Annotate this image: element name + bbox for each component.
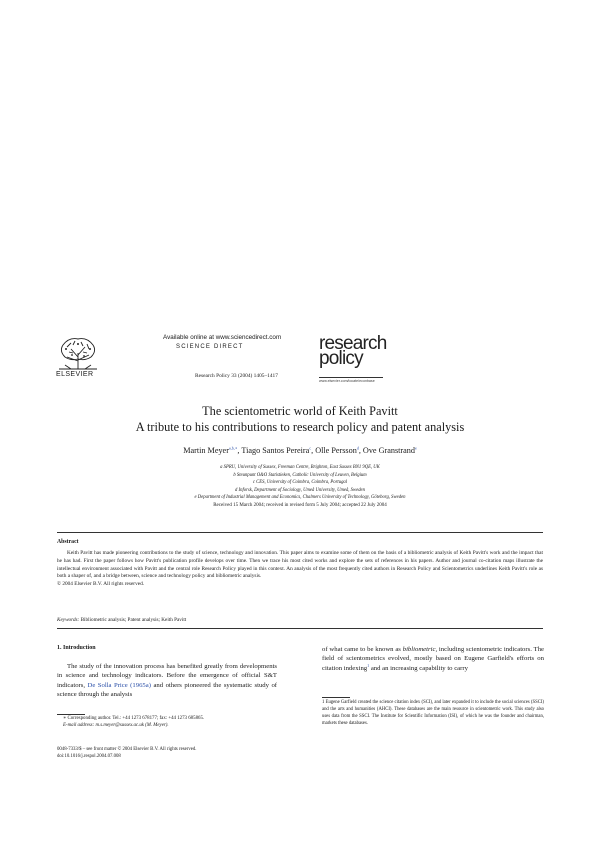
copyright: © 2004 Elsevier B.V. All rights reserved. <box>57 581 145 588</box>
citation-link[interactable]: De Solla Price (1965a) <box>87 681 151 689</box>
author-affil-marker[interactable]: a,b,∗ <box>228 445 238 451</box>
keywords <box>57 617 186 623</box>
paper-title-line2: A tribute to his contributions to research policy and patent analysis <box>135 420 465 434</box>
email-label: E-mail address: <box>63 722 95 728</box>
email-address[interactable]: m.s.meyer@sussex.ac.uk (M. Meyer). <box>95 722 169 728</box>
received-dates: Received 15 March 2004; received in revised form 5 July 2004; accepted 22 July 2004 <box>213 503 387 508</box>
intro-text: of what came to be known as <box>322 646 401 653</box>
abstract-body: Keith Pavitt has made pioneering contributions to the study of science, technology and innovation. This paper aims to examine some of them on the basis of a bibliometric analysis of Keith Pavitt's work and the impact that he has had. First the paper follows how Pavitt's publication profile develops over time. Then we trace his most cited works and explore the sets of references in his papers. Author and journal co-citation maps illustrate the intellectual environment associated with Pavitt and the central role Research Policy played in this context. An analysis of the most frequently cited authors in Research Policy and Scientometrics underlines Keith Pavitt's role as both a shaper of, and a bridge between, science and technology policy and bibliometric analysis. <box>57 550 543 580</box>
front-matter-text: 0048-7333/$ – see front matter © 2004 Elsevier B.V. All rights reserved. <box>57 747 197 752</box>
affiliation: a SPRU, University of Sussex, Freeman Centre, Brighton, East Sussex BN1 9QE, UK <box>220 465 380 470</box>
journal-title-line2: policy <box>319 348 363 369</box>
sciencedirect-wordmark: SCIENCE DIRECT <box>176 344 244 350</box>
author-name: Tiago Santos Pereira <box>241 446 310 455</box>
journal-reference: Research Policy 33 (2004) 1405–1417 <box>195 373 278 379</box>
footnote-marker[interactable]: 1 <box>367 662 370 668</box>
corresponding-author: ∗ Corresponding author. Tel.: +44 1273 678177; fax: +44 1273 685865. <box>63 716 205 721</box>
divider <box>57 628 543 629</box>
footnote-rule <box>322 697 350 698</box>
journal-url: www.elsevier.com/locate/econbase <box>319 379 375 383</box>
author-affil-marker[interactable]: d <box>356 445 359 451</box>
available-online: Available online at www.sciencedirect.com <box>163 334 282 341</box>
paper-title-line1: The scientometric world of Keith Pavitt <box>202 404 398 418</box>
journal-logo-rule <box>319 377 383 378</box>
publisher-name: ELSEVIER <box>56 371 94 378</box>
front-matter <box>57 746 196 760</box>
intro-column-right <box>322 645 544 673</box>
doi[interactable]: doi:10.1016/j.respol.2004.07.008 <box>57 754 121 759</box>
affiliation: c CES, University of Coimbra, Coimbra, Portugal <box>252 480 348 486</box>
intro-text: and an increasing capability to carry <box>370 664 468 672</box>
journal-title-line1: research <box>319 333 387 354</box>
author-list: Martin Meyer$^{a,b,∗}$, Tiago Santos Pereira$^c$, Olle Persson$^d$, Ove Granstrand$^e$ <box>183 445 417 455</box>
author-name: Martin Meyer <box>183 446 229 455</box>
keywords-value: Bibliometric analysis; Patent analysis; Keith Pavitt <box>80 617 187 623</box>
intro-text: and others pioneered the systematic study of science through the analysis <box>57 681 278 698</box>
affiliation: e Department of Industrial Management and Economics, Chalmers University of Technology, Göteborg, Sweden <box>194 495 406 501</box>
journal-logo <box>319 333 387 383</box>
footnote-1: 1 Eugene Garfield created the science citation index (SCI), and later expanded it to include the social sciences (SSCI) and the arts and humanities (AHCI). These databases are the main resource in scientometric work. This study also uses data from the SSCI. The Institute for Scientific Information (ISI), of which he was the founder and chairman, markets these databases. <box>322 700 544 726</box>
author-name: Olle Persson <box>315 446 357 455</box>
sciencedirect-logo <box>176 344 243 350</box>
footnote-rule <box>57 714 85 715</box>
author-name: Ove Granstrand <box>362 446 415 455</box>
author-affil-marker[interactable]: e <box>414 445 417 451</box>
elsevier-tree-logo <box>57 335 99 371</box>
affiliation-list <box>0 464 600 502</box>
keywords-label: Keywords: <box>57 617 80 623</box>
abstract-text <box>57 550 543 589</box>
section-heading: 1. Introduction <box>57 645 96 651</box>
corresponding-footnote <box>57 716 277 730</box>
intro-text: The study of the innovation process has benefited greatly from developments in science and technology indicators. Before the emergence of official S&T indicators, <box>57 663 277 689</box>
divider <box>57 532 543 533</box>
affiliation: b Steunpunt O&O Statistieken, Catholic University of Leuven, Belgium <box>233 472 367 478</box>
affiliation: d Inforsk, Department of Sociology, Umeå University, Umeå, Sweden <box>235 487 365 493</box>
author-affil-marker[interactable]: c <box>309 445 312 451</box>
intro-emphasis: bibliometric <box>402 646 436 653</box>
abstract-heading: Abstract <box>57 539 79 545</box>
intro-text: , including scientometric indicators. The field of scientometrics evolved, mostly based on Eugene Garfield's efforts on citation indexing <box>322 646 545 672</box>
intro-column-left <box>57 662 277 699</box>
